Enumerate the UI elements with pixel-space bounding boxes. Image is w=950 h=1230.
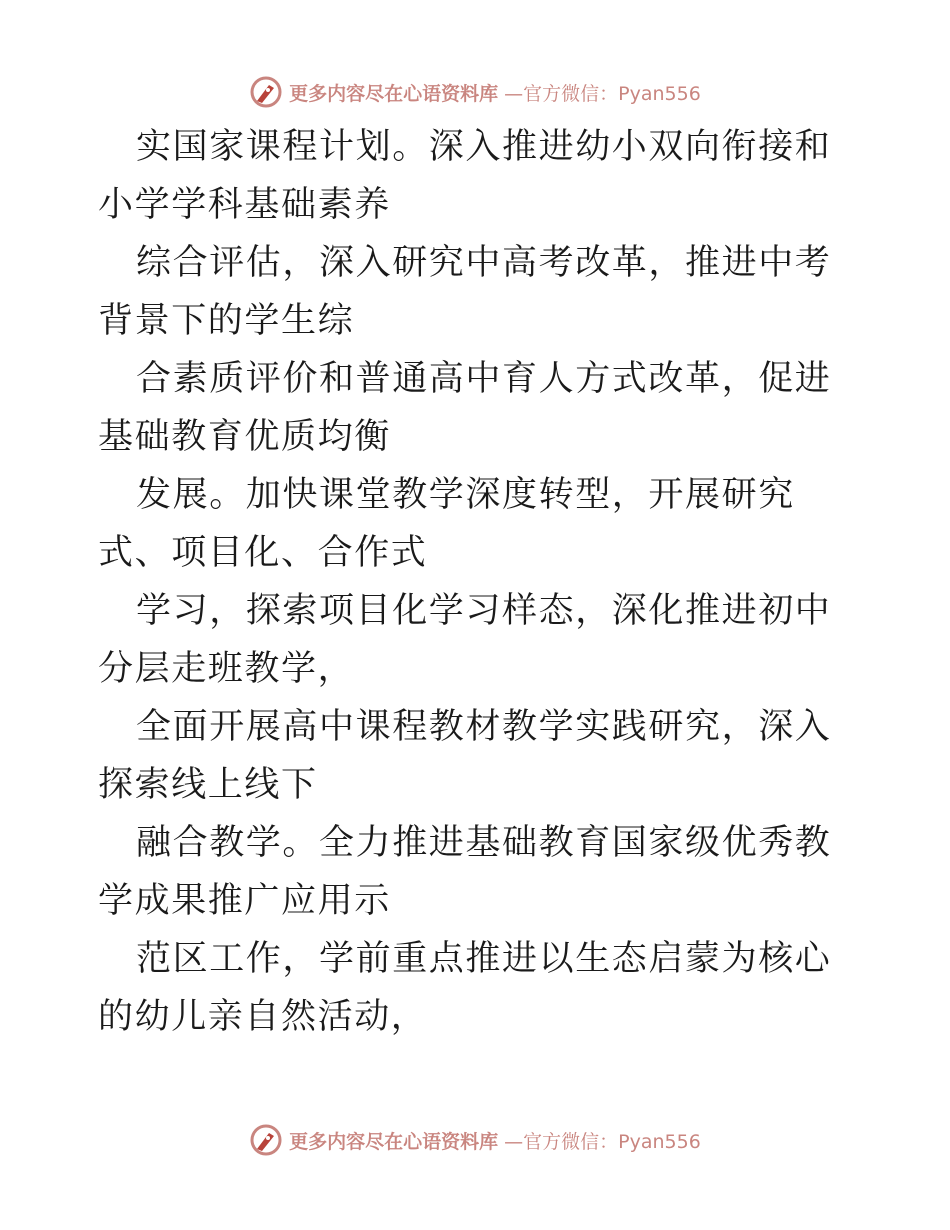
watermark-sub-text: —官方微信：Pyan556 bbox=[504, 82, 701, 105]
footer-watermark bbox=[0, 1120, 950, 1160]
watermark-main-text: 更多内容尽在心语资料库 bbox=[289, 82, 499, 105]
paragraph: 融合教学。全力推进基础教育国家级优秀教学成果推广应用示 bbox=[98, 823, 832, 921]
paragraph: 综合评估，深入研究中高考改革，推进中考背景下的学生综 bbox=[98, 243, 832, 341]
document-body bbox=[98, 118, 850, 1046]
watermark-main-text: 更多内容尽在心语资料库 bbox=[289, 1130, 499, 1153]
paragraph: 全面开展高中课程教材教学实践研究，深入探索线上线下 bbox=[98, 707, 832, 805]
header-watermark bbox=[0, 72, 950, 112]
pen-nib-circle-icon bbox=[249, 75, 283, 109]
paragraph: 学习，探索项目化学习样态，深化推进初中分层走班教学， bbox=[98, 591, 832, 689]
paragraph: 合素质评价和普通高中育人方式改革，促进基础教育优质均衡 bbox=[98, 359, 832, 457]
paragraph: 范区工作，学前重点推进以生态启蒙为核心的幼儿亲自然活动， bbox=[98, 939, 832, 1037]
paragraph: 发展。加快课堂教学深度转型，开展研究式、项目化、合作式 bbox=[98, 475, 795, 573]
watermark-sub-text: —官方微信：Pyan556 bbox=[504, 1130, 701, 1153]
pen-nib-circle-icon bbox=[249, 1123, 283, 1157]
paragraph: 实国家课程计划。深入推进幼小双向衔接和小学学科基础素养 bbox=[98, 127, 832, 225]
